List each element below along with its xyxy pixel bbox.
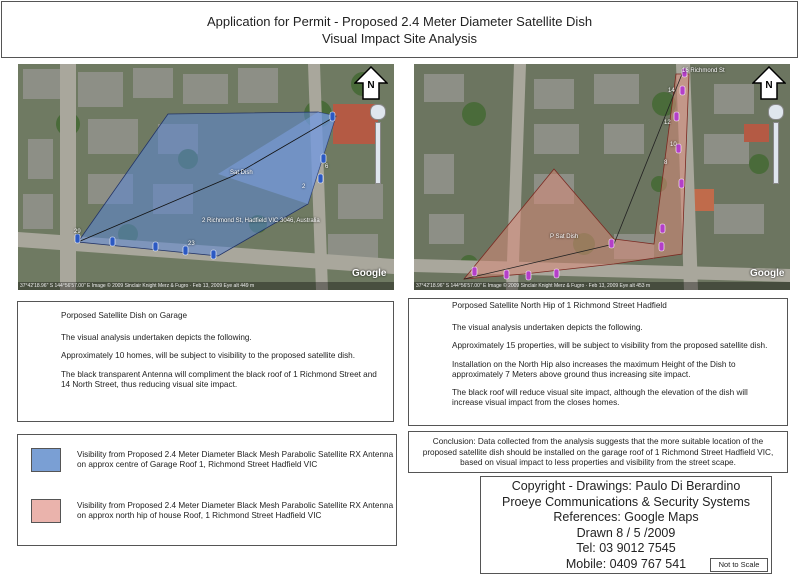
- google-logo-right: Google: [750, 268, 785, 279]
- panel-north-hip-analysis: [408, 298, 788, 426]
- copyright-line-4: Drawn 8 / 5 /2009: [576, 525, 676, 540]
- zoom-slider-right[interactable]: [773, 122, 779, 184]
- legend-item-red: [31, 499, 397, 523]
- marker-number-right-1: 14: [668, 88, 675, 94]
- imagery-credits-left: 37°42'18.96" S 144°56'57.00" E Image © 2009 Sinclair Knight Merz & Fugro · Feb 13, 2009 Eye alt 449 m: [18, 282, 394, 290]
- conclusion-text: Conclusion: Data collected from the analysis suggests that the more suitable location of the proposed satellite dish should be installed on the garage roof of 1 Richmond Street Hadfield VIC, based on visual impact to less properties and visibility from the street scape.: [422, 437, 774, 467]
- dish-label-right: P Sat Dish: [550, 234, 579, 240]
- panel-right-p2: Approximately 15 properties, will be subject to visibility from the proposed satellite dish.: [452, 341, 768, 351]
- marker-number-left-1: 29: [74, 229, 81, 235]
- copyright-line-5: Tel: 03 9012 7545: [576, 541, 676, 556]
- legend-item-blue: [31, 448, 397, 472]
- panel-left-heading: Porposed Satellite Dish on Garage: [61, 311, 188, 320]
- north-label-left: N: [367, 80, 375, 91]
- aerial-imagery-left: [18, 64, 394, 290]
- north-label-right: N: [765, 80, 773, 91]
- north-arrow-icon-right: [752, 66, 786, 100]
- zoom-slider-left[interactable]: [375, 122, 381, 184]
- legend-swatch-red: [31, 499, 61, 523]
- panel-left-p3: The black transparent Antenna will compliment the black roof of 1 Richmond Street and 14 North Street, thus reducing visual site impact.: [61, 369, 377, 389]
- conclusion-box: [408, 431, 788, 473]
- map-nav-control-left[interactable]: [370, 104, 386, 120]
- panel-right-p4: The black roof will reduce visual site impact, although the elevation of the dish will increase visual impact from the closes homes.: [452, 388, 748, 408]
- aerial-map-left: [18, 64, 394, 290]
- address-label-left: 2 Richmond St, Hadfield VIC 3046, Australia: [202, 218, 320, 224]
- aerial-imagery-right: [414, 64, 790, 290]
- map-nav-control-right[interactable]: [768, 104, 784, 120]
- legend-text-blue: Visibility from Proposed 2.4 Meter Diameter Black Mesh Parabolic Satellite RX Antenna on approx centre of Garage Roof 1, Richmond Street Hadfield VIC: [77, 450, 394, 469]
- page-title: Application for Permit - Proposed 2.4 Meter Diameter Satellite Dish: [206, 14, 593, 29]
- marker-number-left-4: 6: [325, 164, 329, 170]
- panel-right-heading: Porposed Satellite North Hip of 1 Richmond Street Hadfield: [452, 301, 667, 310]
- panel-garage-analysis: [17, 301, 394, 422]
- marker-number-right-3: 10: [670, 142, 677, 148]
- marker-number-right-4: 8: [664, 160, 668, 166]
- marker-number-left-2: 23: [188, 241, 195, 247]
- legend-text-red: Visibility from Proposed 2.4 Meter Diameter Black Mesh Parabolic Satellite RX Antenna on approx north hip of house Roof, 1 Richmond Street Hadfield VIC: [77, 501, 394, 520]
- legend-box: [17, 434, 397, 546]
- dish-label-left: Sat Dish: [230, 170, 253, 176]
- marker-number-left-3: 2: [302, 184, 306, 190]
- aerial-map-right: [414, 64, 790, 290]
- legend-swatch-blue: [31, 448, 61, 472]
- title-box: [1, 1, 798, 58]
- copyright-line-6: Mobile: 0409 767 541: [565, 556, 687, 571]
- north-arrow-icon-left: [354, 66, 388, 100]
- imagery-credits-right: 37°42'18.96" S 144°56'57.00" E Image © 2009 Sinclair Knight Merz & Fugro · Feb 13, 2009 Eye alt 453 m: [414, 282, 790, 290]
- page-subtitle: Visual Impact Site Analysis: [321, 31, 478, 46]
- copyright-line-3: References: Google Maps: [553, 510, 699, 525]
- not-to-scale-note: Not to Scale: [710, 558, 768, 572]
- panel-left-p2: Approximately 10 homes, will be subject to visibility to the proposed satellite dish.: [61, 351, 355, 361]
- panel-right-p3: Installation on the North Hip also increases the maximum Height of the Dish to approximately 7 Meters above ground thus increasing site impact.: [452, 359, 736, 379]
- address-label-right: 16 Richmond St: [682, 68, 725, 74]
- panel-left-p1: The visual analysis undertaken depicts the following.: [61, 333, 252, 343]
- google-logo-left: Google: [352, 268, 387, 279]
- copyright-line-2: Proeye Communications & Security Systems: [501, 494, 750, 509]
- copyright-line-1: Copyright - Drawings: Paulo Di Berardino: [511, 479, 741, 493]
- marker-number-right-2: 12: [664, 120, 671, 126]
- panel-right-p1: The visual analysis undertaken depicts the following.: [452, 323, 643, 333]
